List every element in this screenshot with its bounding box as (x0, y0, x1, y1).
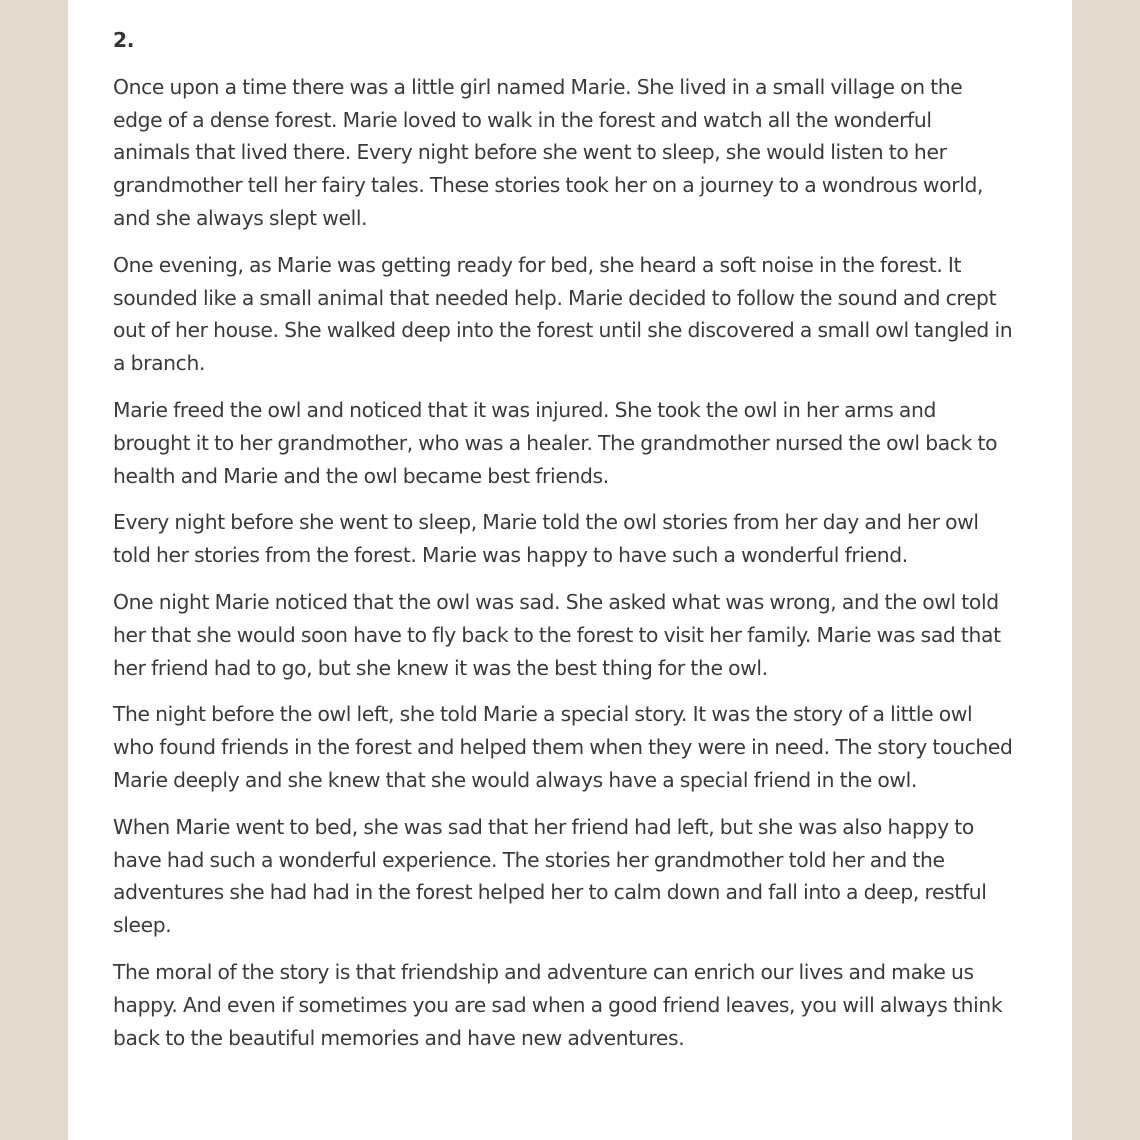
document-page (68, 0, 1072, 1140)
story-paragraph: One night Marie noticed that the owl was sad. She asked what was wrong, and the owl told her that she would soon have to fly back to the forest to visit her family. Marie was sad that her friend had to go, but she knew it was the best thing for the owl. (113, 589, 1001, 680)
story-paragraph: When Marie went to bed, she was sad that her friend had left, but she was also happy to have had such a wonderful experience. The stories her grandmother told her and the adventures she had had in the forest helped her to calm down and fall into a deep, restful sleep. (113, 814, 987, 938)
story-paragraph: Marie freed the owl and noticed that it was injured. She took the owl in her arms and brought it to her grandmother, who was a healer. The grandmother nursed the owl back to health and Marie and the owl became best friends. (113, 397, 998, 488)
story-paragraph: The moral of the story is that friendship and adventure can enrich our lives and make us happy. And even if sometimes you are sad when a good friend leaves, you will always think back to the beautiful memories and have new adventures. (113, 959, 1003, 1050)
story-content (113, 24, 1013, 1068)
story-paragraph: Every night before she went to sleep, Marie told the owl stories from her day and her owl told her stories from the forest. Marie was happy to have such a wonderful friend. (113, 510, 979, 568)
story-paragraph: Once upon a time there was a little girl named Marie. She lived in a small village on the edge of a dense forest. Marie loved to walk in the forest and watch all the wonderful animals that lived there. Every night before she went to sleep, she would listen to her grandmother tell her fairy tales. These stories took her on a journey to a wondrous world, and she always slept well. (113, 74, 984, 230)
story-paragraph: One evening, as Marie was getting ready for bed, she heard a soft noise in the forest. It sounded like a small animal that needed help. Marie decided to follow the sound and crept out of her house. She walked deep into the forest until she discovered a small owl tangled in a branch. (113, 252, 1013, 376)
section-number: 2. (113, 28, 135, 52)
story-paragraph: The night before the owl left, she told Marie a special story. It was the story of a little owl who found friends in the forest and helped them when they were in need. The story touched Marie deeply and she knew that she would always have a special friend in the owl. (113, 702, 1013, 792)
